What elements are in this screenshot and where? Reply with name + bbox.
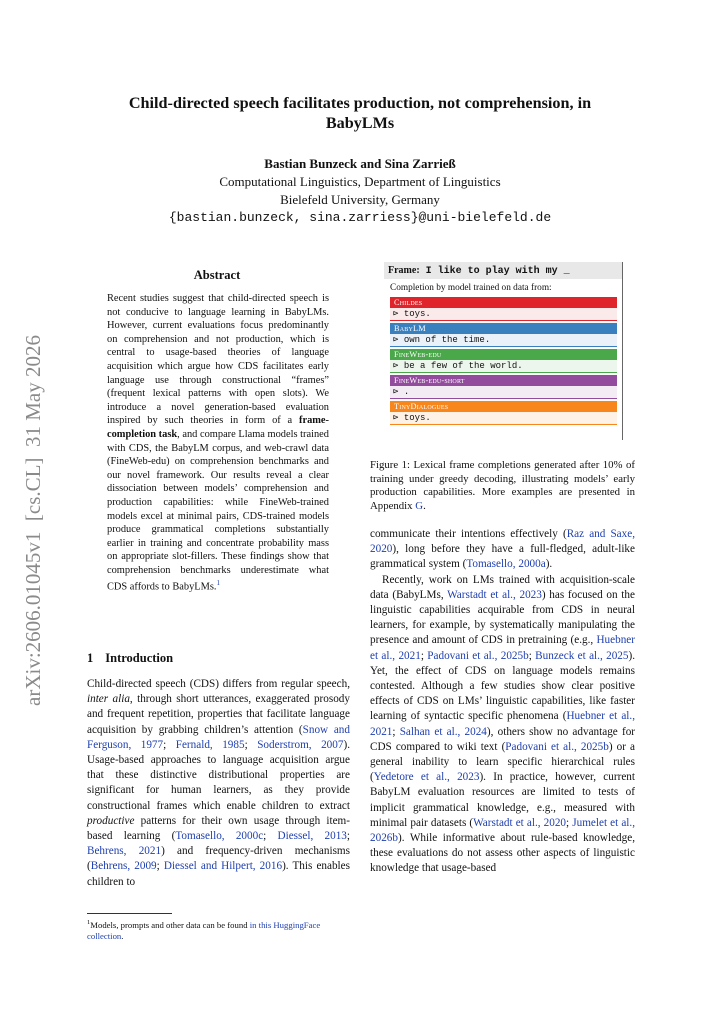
frame-label: Frame: (388, 265, 420, 276)
citation-link[interactable]: Yedetore et al., 2023 (373, 771, 480, 784)
citation-link[interactable]: Behrens, 2021 (87, 845, 162, 858)
citation-link[interactable]: Soderstrom, 2007 (257, 738, 344, 751)
intro-text: ; (346, 830, 350, 843)
citation-link[interactable]: Huebner et al., 2021 (370, 634, 635, 662)
citation-link[interactable]: Snow and Ferguson, 1977 (87, 723, 350, 751)
caption-appendix-link[interactable]: G (415, 500, 424, 513)
abstract-heading: Abstract (193, 268, 241, 282)
citation-link[interactable]: Padovani et al., 2025b (427, 649, 529, 662)
figure-1 (384, 262, 623, 440)
caption-text: Figure 1: Lexical frame completions generated after 10% of training under greedy decoding, illustrating models’ early production capabilities. More examples are presented in Appendix (370, 459, 635, 513)
footnote-rule (87, 913, 172, 914)
citation-link[interactable]: Behrens, 2009 (90, 860, 157, 873)
intro-text: ; (528, 649, 536, 662)
intro-text: ). Yet, the effect of CDS on language models remains contested. Although a few studies show clear positive effects of CDS on LMs’ linguistic capabilities, like faster learning of syntactic specific phenomena ( (370, 649, 636, 723)
figure-subtitle: Completion by model trained on data from: (390, 283, 552, 293)
author-block (100, 155, 620, 227)
intro-text: ; (392, 725, 400, 738)
frame-text: I like to play with my _ (419, 266, 570, 277)
figure-caption (370, 459, 635, 514)
intro-text: ; (566, 816, 573, 829)
citation-link[interactable]: Salhan et al., 2024 (399, 725, 487, 738)
figure-rows (384, 297, 622, 425)
abstract-text-2: , and compare Llama models trained with CDS, the BabyLM corpus, and web-crawl data (FineWeb-edu) on comprehension benchmarks and our novel framework. Our results reveal a clear dissociation between models’ comprehension and production capabilities: while FineWeb-trained models excel at minimal pairs, CDS-trained models produce grammatical completions substantially earlier in training and concentrate probability mass on appropriate slot-fillers. These findings show that comprehension benchmarks underestimate what CDS affords to BabyLMs. (107, 428, 329, 593)
completion-source-label: TinyDialogues (390, 401, 617, 412)
footnote-end: . (121, 930, 124, 941)
completion-row (390, 323, 617, 347)
intro-text: ; (156, 860, 164, 873)
completion-source-label: Childes (390, 297, 617, 308)
intro-text: ). (545, 558, 553, 571)
intro-text: ). In practice, however, current BabyLM evaluation resources are limited to tests of implicit grammatical knowledge, e.g., measured with minimal pair datasets ( (370, 771, 635, 829)
citation-link[interactable]: Jumelet et al., 2026b (370, 816, 635, 845)
intro-text: ), others show no advantage for CDS compared to wiki text ( (370, 725, 636, 753)
abstract-body (107, 292, 329, 595)
author-email: {bastian.bunzeck, sina.zarriess}@uni-bielefeld.de (168, 210, 552, 225)
author-university: Bielefeld University, Germany (280, 192, 440, 207)
intro-text: ) and frequency-driven mechanisms ( (87, 845, 350, 873)
paper-title: Child-directed speech facilitates production, not comprehension, in BabyLMs (128, 94, 592, 132)
citation-link[interactable]: Padovani et al., 2025b (505, 740, 609, 753)
intro-text: ). This enables children to (87, 860, 350, 888)
completion-row (390, 349, 617, 373)
completion-text: ⊳ toys. (390, 412, 617, 425)
intro-text: ; (163, 738, 176, 751)
completion-source-label: BabyLM (390, 323, 617, 334)
completion-text: ⊳ be a few of the world. (390, 360, 617, 373)
abstract-text-1: Recent studies suggest that child-directed speech is not conducive to language learning in BabyLMs. However, current evaluations focus predominantly on comprehension and not production, which is central to usage-based theories of language acquisition which argue how CDS facilitates early language use through constructional “frames” (frequent lexical patterns with open slots). We introduce a novel generation-based evaluation inspired by such theories in form of a (107, 293, 329, 427)
intro-column-right (370, 527, 635, 877)
arxiv-stamp (8, 290, 52, 710)
section-heading (87, 651, 185, 666)
abstract-bold-term: frame-completion task (107, 415, 329, 440)
author-names: Bastian Bunzeck and Sina Zarrieß (264, 156, 456, 171)
completion-row (390, 297, 617, 321)
citation-link[interactable]: Bunzeck et al., 2025 (535, 649, 629, 662)
citation-link[interactable]: Raz and Saxe, 2020 (370, 528, 635, 556)
intro-text: ; (420, 649, 428, 662)
citation-link[interactable]: Warstadt et al., 2023 (447, 588, 542, 601)
citation-link[interactable]: Diessel, 2013 (277, 830, 347, 843)
footnote-link[interactable]: in this HuggingFace collection (87, 919, 321, 941)
intro-text: ) has focused on the linguistic capabilities acquirable from CDS in neural learners, for example, by systematically manipulating the presence and amount of CDS in pretraining (e.g., (370, 588, 635, 647)
author-affiliation: Computational Linguistics, Department of Linguistics (219, 174, 501, 189)
intro-text: ; (244, 738, 258, 751)
footnote-mark: 1 (87, 919, 91, 926)
completion-row (390, 401, 617, 425)
arxiv-stamp-text: arXiv:2606.01045v1 [cs.CL] 31 May 2026 (21, 335, 45, 706)
abstract-footnote-mark[interactable]: 1 (216, 579, 220, 588)
intro-italic: inter alia (87, 693, 130, 706)
intro-column-left (87, 677, 350, 890)
citation-link[interactable]: Fernald, 1985 (175, 738, 245, 751)
citation-link[interactable]: Diessel and Hilpert, 2016 (163, 860, 283, 873)
completion-row (390, 375, 617, 399)
completion-text: ⊳ . (390, 386, 617, 399)
intro-text: patterns for their own usage through item-based learning ( (87, 814, 350, 843)
intro-text: Recently, work on LMs trained with acquisition-scale data (BabyLMs, (370, 573, 635, 601)
completion-source-label: FineWeb-edu (390, 349, 617, 360)
intro-text: ) or a general inability to learn specific hierarchical rules ( (370, 740, 635, 784)
citation-link[interactable]: Warstadt et al., 2020 (473, 816, 567, 829)
intro-text: communicate their intentions effectively ( (370, 528, 567, 540)
intro-text: ). Usage-based approaches to language acquisition argue that these distinctive distributional properties are significant for human learners, as they provide constructional frames which enable children to extract (87, 738, 350, 812)
intro-text: ; (263, 830, 278, 843)
footnote-text: Models, prompts and other data can be found (90, 919, 250, 930)
intro-italic: productive (87, 814, 135, 827)
citation-link[interactable]: Tomasello, 2000c (175, 830, 264, 843)
intro-text: , through short utterances, exaggerated prosody and frequent repetition, properties that facilitate language acquisition by grabbing children’s attention ( (87, 693, 350, 736)
intro-text: Child-directed speech (CDS) differs from regular speech, (87, 678, 350, 690)
section-number: 1 (87, 651, 94, 665)
figure-frame-header (384, 262, 622, 279)
completion-text: ⊳ toys. (390, 308, 617, 321)
completion-text: ⊳ own of the time. (390, 334, 617, 347)
citation-link[interactable]: Tomasello, 2000a (466, 558, 546, 571)
intro-text: ), long before they have a full-fledged, adult-like grammatical system ( (370, 543, 635, 571)
citation-link[interactable]: Huebner et al., 2021 (370, 710, 635, 738)
footnote (87, 917, 350, 942)
caption-end: . (423, 500, 426, 513)
section-title: Introduction (105, 651, 174, 665)
intro-text: ). While informative about rule-based knowledge, these evaluations do not assess other aspects of linguistic knowledge that usage-based (370, 832, 635, 875)
completion-source-label: FineWeb-edu-short (390, 375, 617, 386)
